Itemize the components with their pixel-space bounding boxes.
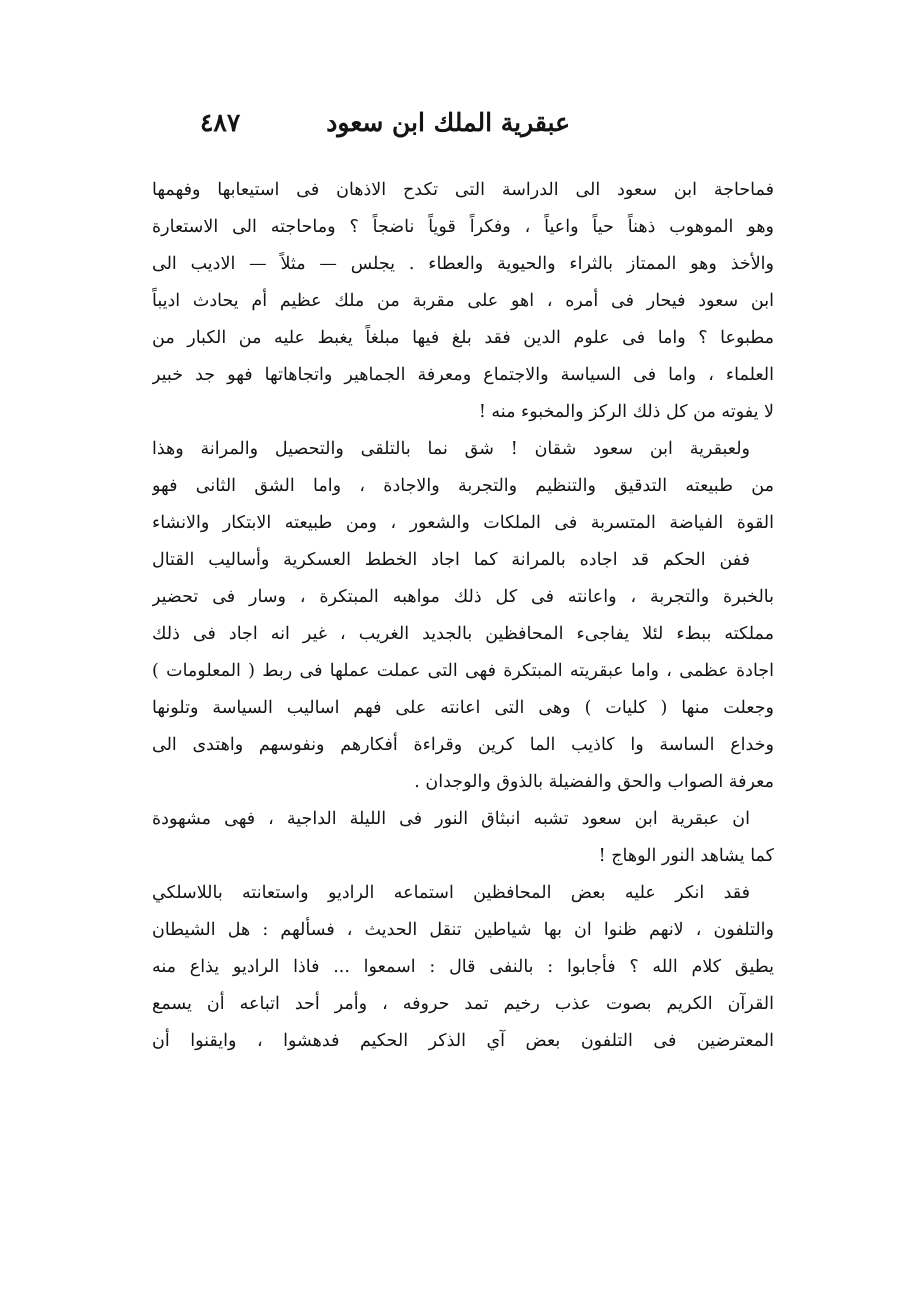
paragraph (152, 875, 774, 1060)
paragraph (152, 172, 774, 431)
text-line: بالخبرة والتجربة ، واعانته فى كل ذلك مواهبه المبتكرة ، وسار فى تحضير (152, 587, 774, 607)
paragraph (152, 542, 774, 801)
paragraph (152, 801, 774, 875)
text-line: القوة الفياضة المتسربة فى الملكات والشعور ، ومن طبيعته الابتكار والانشاء (152, 513, 774, 533)
text-line: من طبيعته التدقيق والتنظيم والتجربة والاجادة ، واما الشق الثانى فهو (152, 476, 774, 496)
text-line: فقد انكر عليه بعض المحافظين استماعه الراديو واستعانته باللاسلكي (152, 883, 750, 903)
text-line: ولعبقرية ابن سعود شقان ! شق نما بالتلقى والتحصيل والمرانة وهذا (152, 439, 750, 459)
text-line: مملكته ببطء لئلا يفاجىء المحافظين بالجديد الغريب ، غير انه اجاد فى ذلك (152, 624, 774, 644)
text-line: ان عبقرية ابن سعود تشبه انبثاق النور فى الليلة الداجية ، فهى مشهودة (152, 809, 750, 829)
text-line: معرفة الصواب والحق والفضيلة بالذوق والوجدان . (414, 772, 774, 792)
text-line: وهو الموهوب ذهناً حياً واعياً ، وفكراً قوياً ناضجاً ؟ وماحاجته الى الاستعارة (152, 217, 774, 237)
text-line: يطيق كلام الله ؟ فأجابوا : بالنفى قال : اسمعوا ... فاذا الراديو يذاع منه (152, 957, 774, 977)
text-line: القرآن الكريم بصوت عذب رخيم تمد حروفه ، وأمر أحد اتباعه أن يسمع (152, 994, 774, 1014)
body-text (152, 172, 774, 1060)
text-line: وخداع الساسة وا كاذيب الما كرين وقراءة أفكارهم ونفوسهم واهتدى الى (152, 735, 774, 755)
text-line: والأخذ وهو الممتاز بالثراء والحيوية والعطاء . يجلس — مثلاً — الاديب الى (152, 254, 774, 274)
text-line: مطبوعا ؟ واما فى علوم الدين فقد بلغ فيها مبلغاً يغبط عليه من الكبار من (152, 328, 774, 348)
text-line: لا يفوته من كل ذلك الركز والمخبوء منه ! (478, 402, 774, 422)
paragraph (152, 431, 774, 542)
running-title: عبقرية الملك ابن سعود (326, 108, 570, 137)
text-line: فماحاجة ابن سعود الى الدراسة التى تكدح الاذهان فى استيعابها وفهمها (152, 180, 774, 200)
text-line: ففن الحكم قد اجاده بالمرانة كما اجاد الخطط العسكرية وأساليب القتال (152, 550, 750, 570)
text-line: والتلفون ، لانهم ظنوا ان بها شياطين تنقل الحديث ، فسألهم : هل الشيطان (152, 920, 774, 940)
text-line: كما يشاهد النور الوهاج ! (598, 846, 774, 866)
text-line: المعترضين فى التلفون بعض آي الذكر الحكيم فدهشوا ، وايقنوا أن (152, 1031, 774, 1051)
text-line: ابن سعود فيحار فى أمره ، اهو على مقربة من ملك عظيم أم يحادث اديباً (152, 291, 774, 311)
text-line: اجادة عظمى ، واما عبقريته المبتكرة فهى التى عملت عملها فى ربط ( المعلومات ) (152, 661, 774, 681)
text-line: وجعلت منها ( كليات ) وهى التى اعانته على فهم اساليب السياسة وتلونها (152, 698, 774, 718)
page-number: ٤٨٧ (200, 108, 241, 137)
running-head (200, 108, 700, 148)
text-line: العلماء ، واما فى السياسة والاجتماع ومعرفة الجماهير واتجاهاتها فهو جد خبير (152, 365, 774, 385)
